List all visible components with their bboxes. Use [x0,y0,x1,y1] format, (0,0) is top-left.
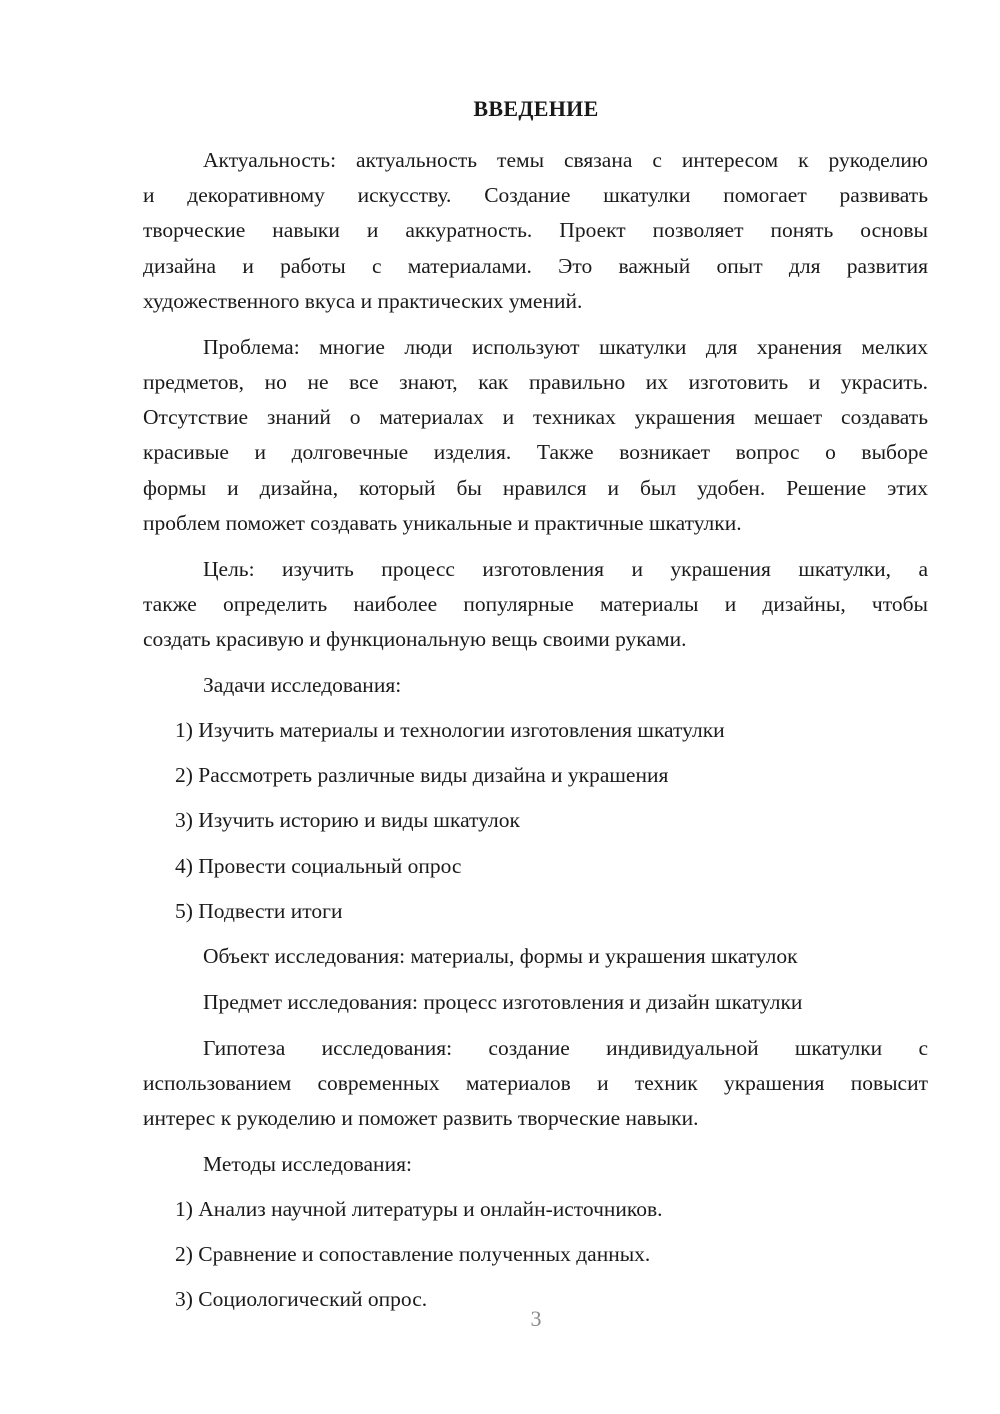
tasks-heading: Задачи исследования: [203,673,402,697]
methods-heading: Методы исследования: [203,1152,412,1176]
problem-line: красивые и долговечные изделия. Также возникает вопрос о выборе [143,440,928,464]
page-number: 3 [530,1306,542,1331]
task-item: 3) Изучить историю и виды шкатулок [175,808,520,832]
task-item: 1) Изучить материалы и технологии изготовления шкатулки [175,718,725,742]
task-item: 2) Рассмотреть различные виды дизайна и украшения [175,763,669,787]
problem-line: Отсутствие знаний о материалах и техниках украшения мешает создавать [143,405,928,429]
research-object: Объект исследования: материалы, формы и украшения шкатулок [203,944,798,968]
hypothesis-line: Гипотеза исследования: создание индивидуальной шкатулки с [203,1036,928,1060]
hypothesis-line: интерес к рукоделию и поможет развить творческие навыки. [143,1106,699,1130]
method-item: 2) Сравнение и сопоставление полученных данных. [175,1242,651,1266]
task-item: 4) Провести социальный опрос [175,854,462,878]
relevance-line: творческие навыки и аккуратность. Проект позволяет понять основы [143,218,928,242]
problem-line: формы и дизайна, который бы нравился и был удобен. Решение этих [143,476,928,500]
relevance-line: Актуальность: актуальность темы связана с интересом к рукоделию [203,148,928,172]
task-item: 5) Подвести итоги [175,899,343,923]
problem-line: Проблема: многие люди используют шкатулки для хранения мелких [203,335,928,359]
goal-line: Цель: изучить процесс изготовления и украшения шкатулки, а [203,557,928,581]
goal-line: также определить наиболее популярные материалы и дизайны, чтобы [143,592,928,616]
method-item: 3) Социологический опрос. [175,1287,428,1311]
method-item: 1) Анализ научной литературы и онлайн-источников. [175,1197,663,1221]
relevance-line: и декоративному искусству. Создание шкатулки помогает развивать [143,183,928,207]
hypothesis-line: использованием современных материалов и техник украшения повысит [143,1071,928,1095]
problem-line: предметов, но не все знают, как правильно их изготовить и украсить. [143,370,928,394]
relevance-line: дизайна и работы с материалами. Это важный опыт для развития [143,254,928,278]
problem-line: проблем поможет создавать уникальные и практичные шкатулки. [143,511,742,535]
page-title: ВВЕДЕНИЕ [473,96,599,121]
relevance-line: художественного вкуса и практических умений. [143,289,583,313]
research-subject: Предмет исследования: процесс изготовления и дизайн шкатулки [203,990,803,1014]
goal-line: создать красивую и функциональную вещь своими руками. [143,627,687,651]
